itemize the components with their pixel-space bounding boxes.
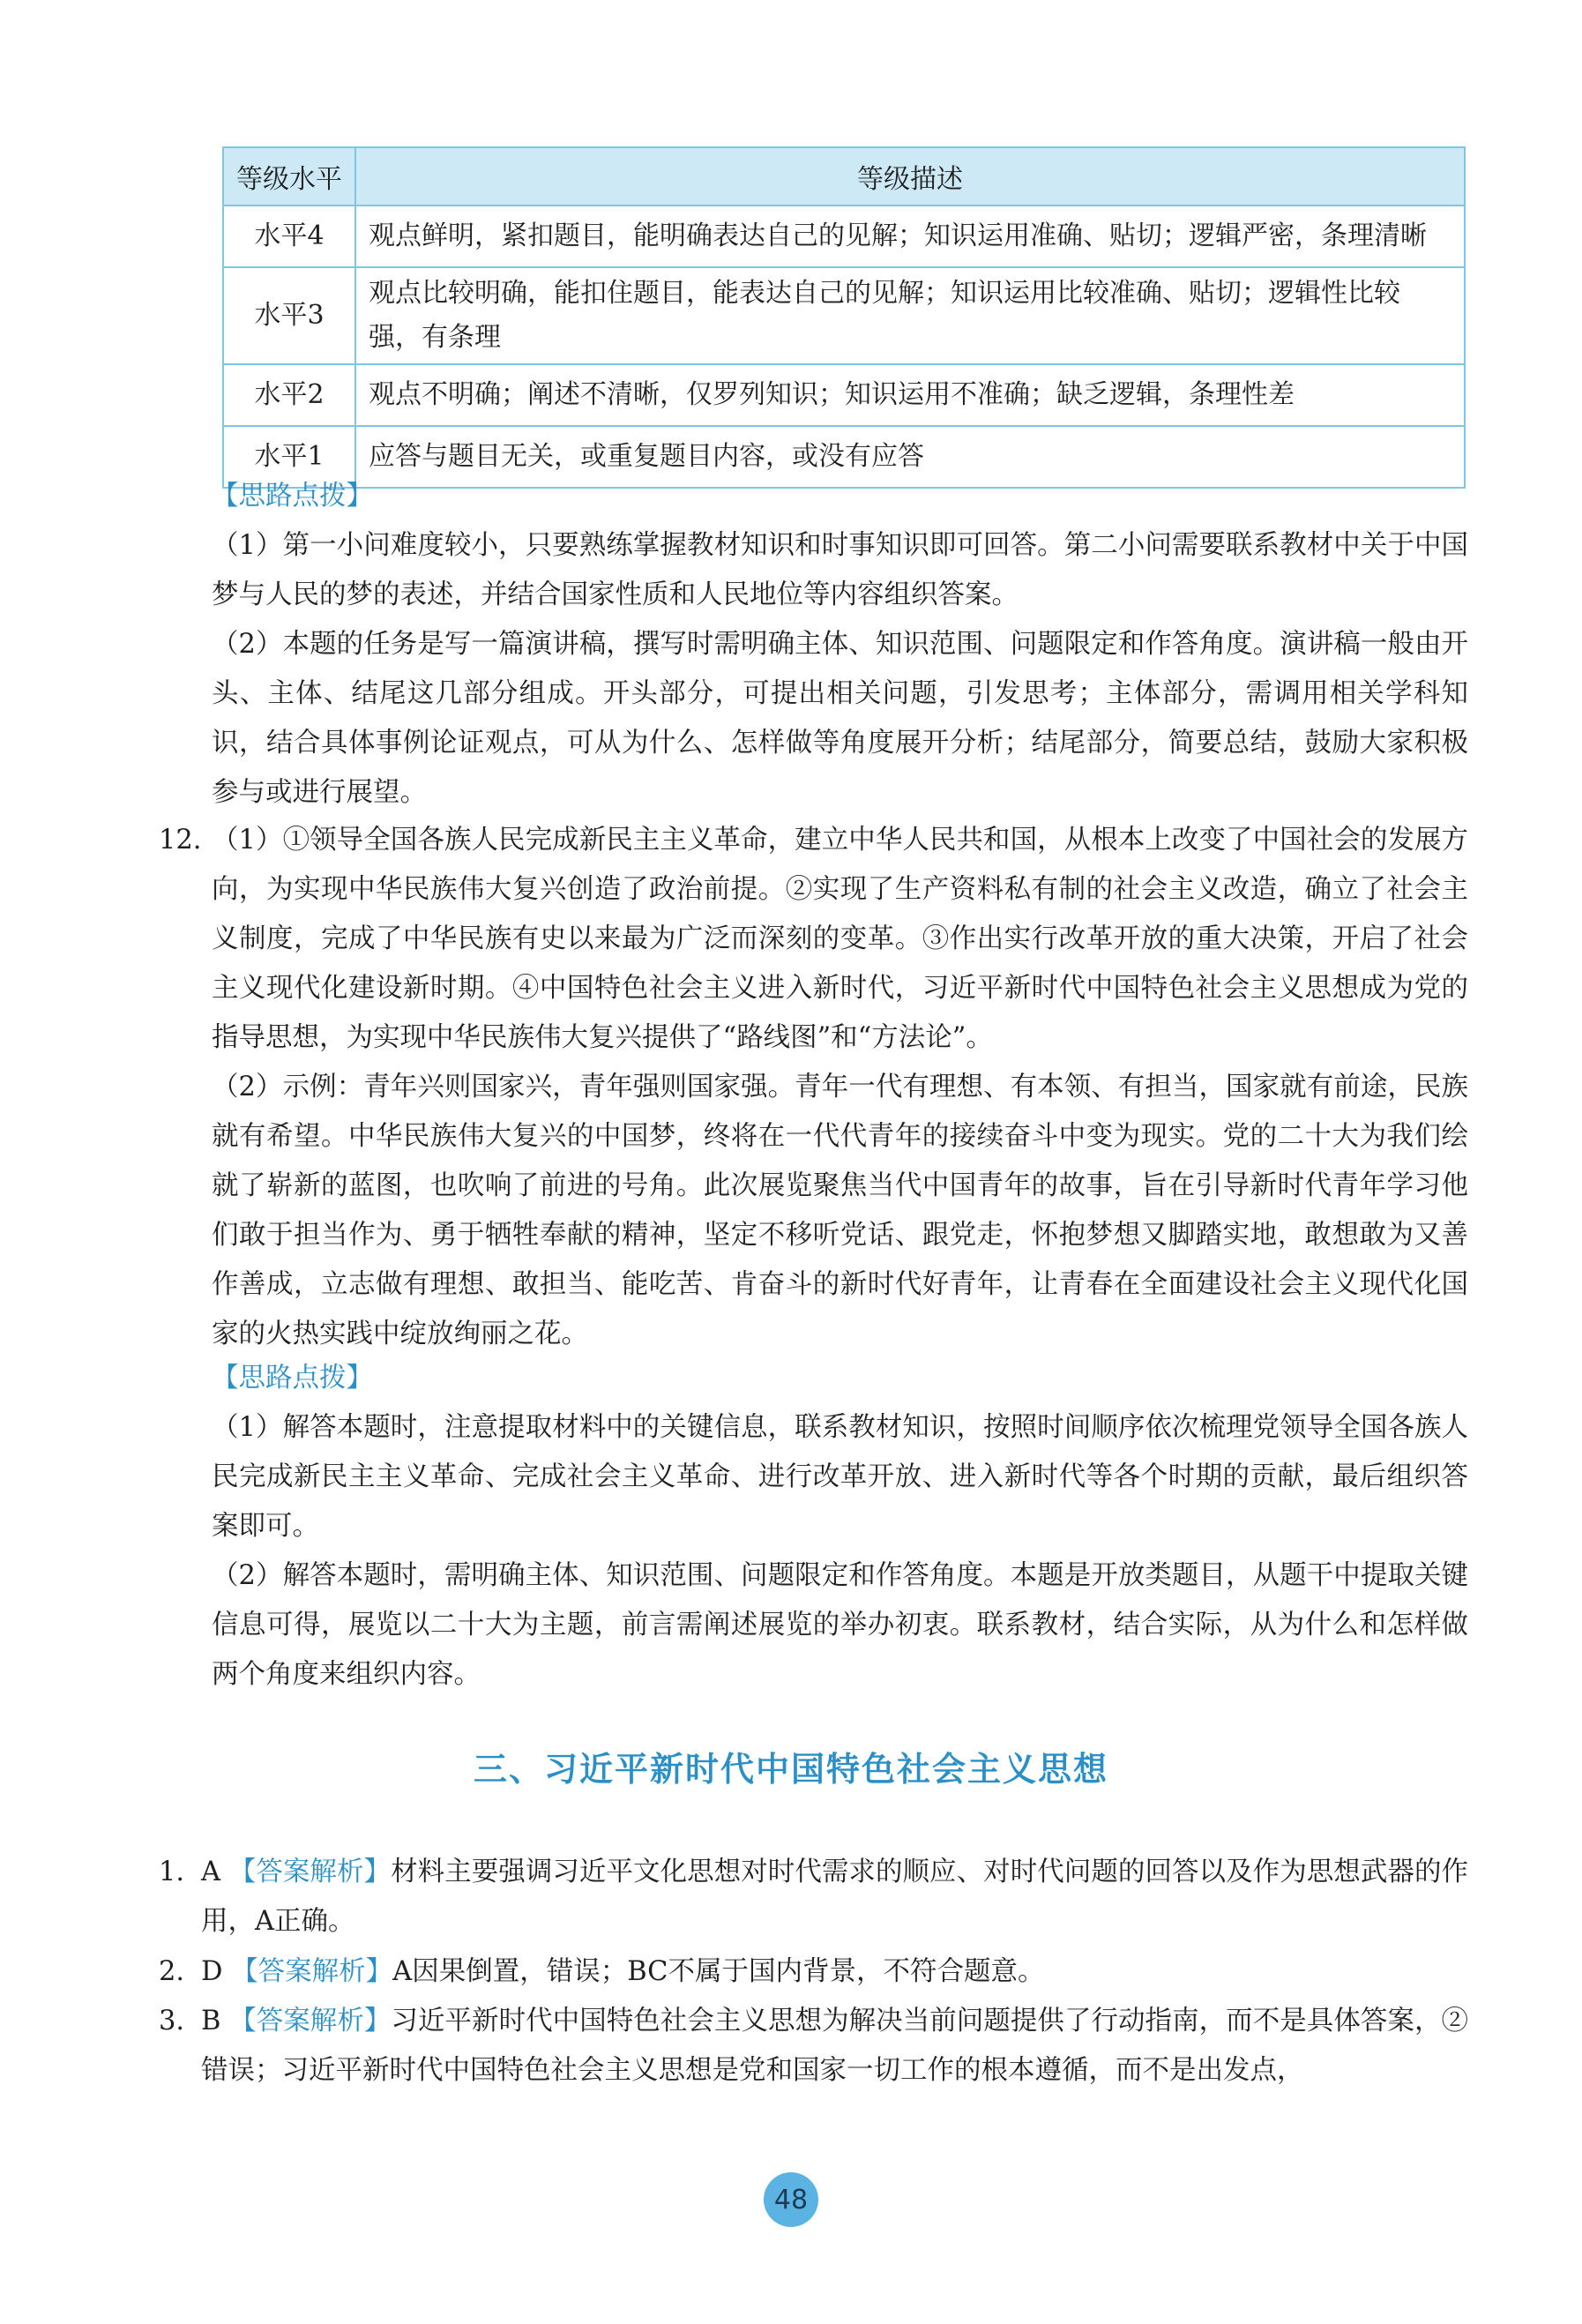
table-row [223,267,1465,364]
table-row [223,364,1465,426]
table-header-description: 等级描述 [355,147,1465,205]
question-number: 12. [159,825,202,856]
hint-paragraph: （2）本题的任务是写一篇演讲稿，撰写时需明确主体、知识范围、问题限定和作答角度。演讲稿一般由开头、主体、结尾这几部分组成。开头部分，可提出相关问题，引发思考；主体部分，需调用相关学科知识，结合具体事例论证观点，可从为什么、怎样做等角度展开分析；结尾部分，简要总结，鼓励大家积极参与或进行展望。 [212,629,1468,808]
hint-block-2 [212,1354,1468,1700]
section-title: 三、习近平新时代中国特色社会主义思想 [473,1750,1108,1789]
hint-paragraph: （1）第一小问难度较小，只要熟练掌握教材知识和时事知识即可回答。第二小问需要联系教材中关于中国梦与人民的梦的表述，并结合国家性质和人民地位等内容组织答案。 [212,530,1468,610]
answer-number: 2. [159,1956,185,1987]
table-cell-description: 应答与题目无关，或重复题目内容，或没有应答 [355,426,1465,488]
answer-paragraph: （1）①领导全国各族人民完成新民主主义革命，建立中华人民共和国，从根本上改变了中国社会的发展方向，为实现中华民族伟大复兴创造了政治前提。②实现了生产资料私有制的社会主义改造，确立了社会主义制度，完成了中华民族有史以来最为广泛而深刻的变革。③作出实行改革开放的重大决策，开启了社会主义现代化建设新时期。④中国特色社会主义进入新时代，习近平新时代中国特色社会主义思想成为党的指导思想，为实现中华民族伟大复兴提供了“路线图”和“方法论”。 [212,825,1468,1053]
answer-number: 3. [159,2006,185,2036]
table-cell-description: 观点比较明确，能扣住题目，能表达自己的见解；知识运用比较准确、贴切；逻辑性比较强，有条理 [355,267,1465,364]
answer-item-2 [159,1947,1468,1997]
answer-analysis-tag: 【答案解析】 [228,1857,392,1887]
answer-analysis-text: 材料主要强调习近平文化思想对时代需求的顺应、对时代问题的回答以及作为思想武器的作用，A正确。 [201,1857,1468,1937]
answer-analysis-tag: 【答案解析】 [231,1956,393,1987]
table-cell-level: 水平3 [223,267,355,364]
answer-analysis-text: A因果倒置，错误；BC不属于国内背景，不符合题意。 [392,1956,1045,1987]
answer-analysis-tag: 【答案解析】 [229,2006,392,2036]
answer-number: 1. [159,1857,185,1887]
table-cell-level: 水平1 [223,426,355,488]
hint-label: 【思路点拨】 [212,481,373,512]
table-header-level: 等级水平 [223,147,355,205]
table-cell-level: 水平4 [223,205,355,267]
grade-level-table [222,146,1466,489]
answer-item-3 [159,1997,1468,2096]
table-cell-level: 水平2 [223,364,355,426]
question-12 [159,816,1468,1359]
answer-paragraph: （2）示例：青年兴则国家兴，青年强则国家强。青年一代有理想、有本领、有担当，国家就有前途，民族就有希望。中华民族伟大复兴的中国梦，终将在一代代青年的接续奋斗中变为现实。党的二十大为我们绘就了崭新的蓝图，也吹响了前进的号角。此次展览聚焦当代中国青年的故事，旨在引导新时代青年学习他们敢于担当作为、勇于牺牲奉献的精神，坚定不移听党话、跟党走，怀抱梦想又脚踏实地，敢想敢为又善作善成，立志做有理想、敢担当、能吃苦、肯奋斗的新时代好青年，让青春在全面建设社会主义现代化国家的火热实践中绽放绚丽之花。 [212,1072,1468,1349]
answer-choice: A [201,1857,221,1887]
table-row [223,205,1465,267]
hint-paragraph: （2）解答本题时，需明确主体、知识范围、问题限定和作答角度。本题是开放类题目，从题干中提取关键信息可得，展览以二十大为主题，前言需阐述展览的举办初衷。联系教材，结合实际，从为什么和怎样做两个角度来组织内容。 [212,1560,1468,1690]
hint-block-1 [212,472,1468,818]
table-cell-description: 观点鲜明，紧扣题目，能明确表达自己的见解；知识运用准确、贴切；逻辑严密，条理清晰 [355,205,1465,267]
answer-choice: D [201,1956,223,1987]
hint-paragraph: （1）解答本题时，注意提取材料中的关键信息，联系教材知识，按照时间顺序依次梳理党领导全国各族人民完成新民主主义革命、完成社会主义革命、进行改革开放、进入新时代等各个时期的贡献，最后组织答案即可。 [212,1412,1468,1542]
answer-item-1 [159,1848,1468,1947]
page-number-badge: 48 [764,2172,818,2227]
hint-label: 【思路点拨】 [212,1363,373,1394]
table-cell-description: 观点不明确；阐述不清晰，仅罗列知识；知识运用不准确；缺乏逻辑，条理性差 [355,364,1465,426]
answer-choice: B [201,2006,221,2036]
answer-analysis-text: 习近平新时代中国特色社会主义思想为解决当前问题提供了行动指南，而不是具体答案，②错误；习近平新时代中国特色社会主义思想是党和国家一切工作的根本遵循，而不是出发点， [201,2006,1469,2086]
